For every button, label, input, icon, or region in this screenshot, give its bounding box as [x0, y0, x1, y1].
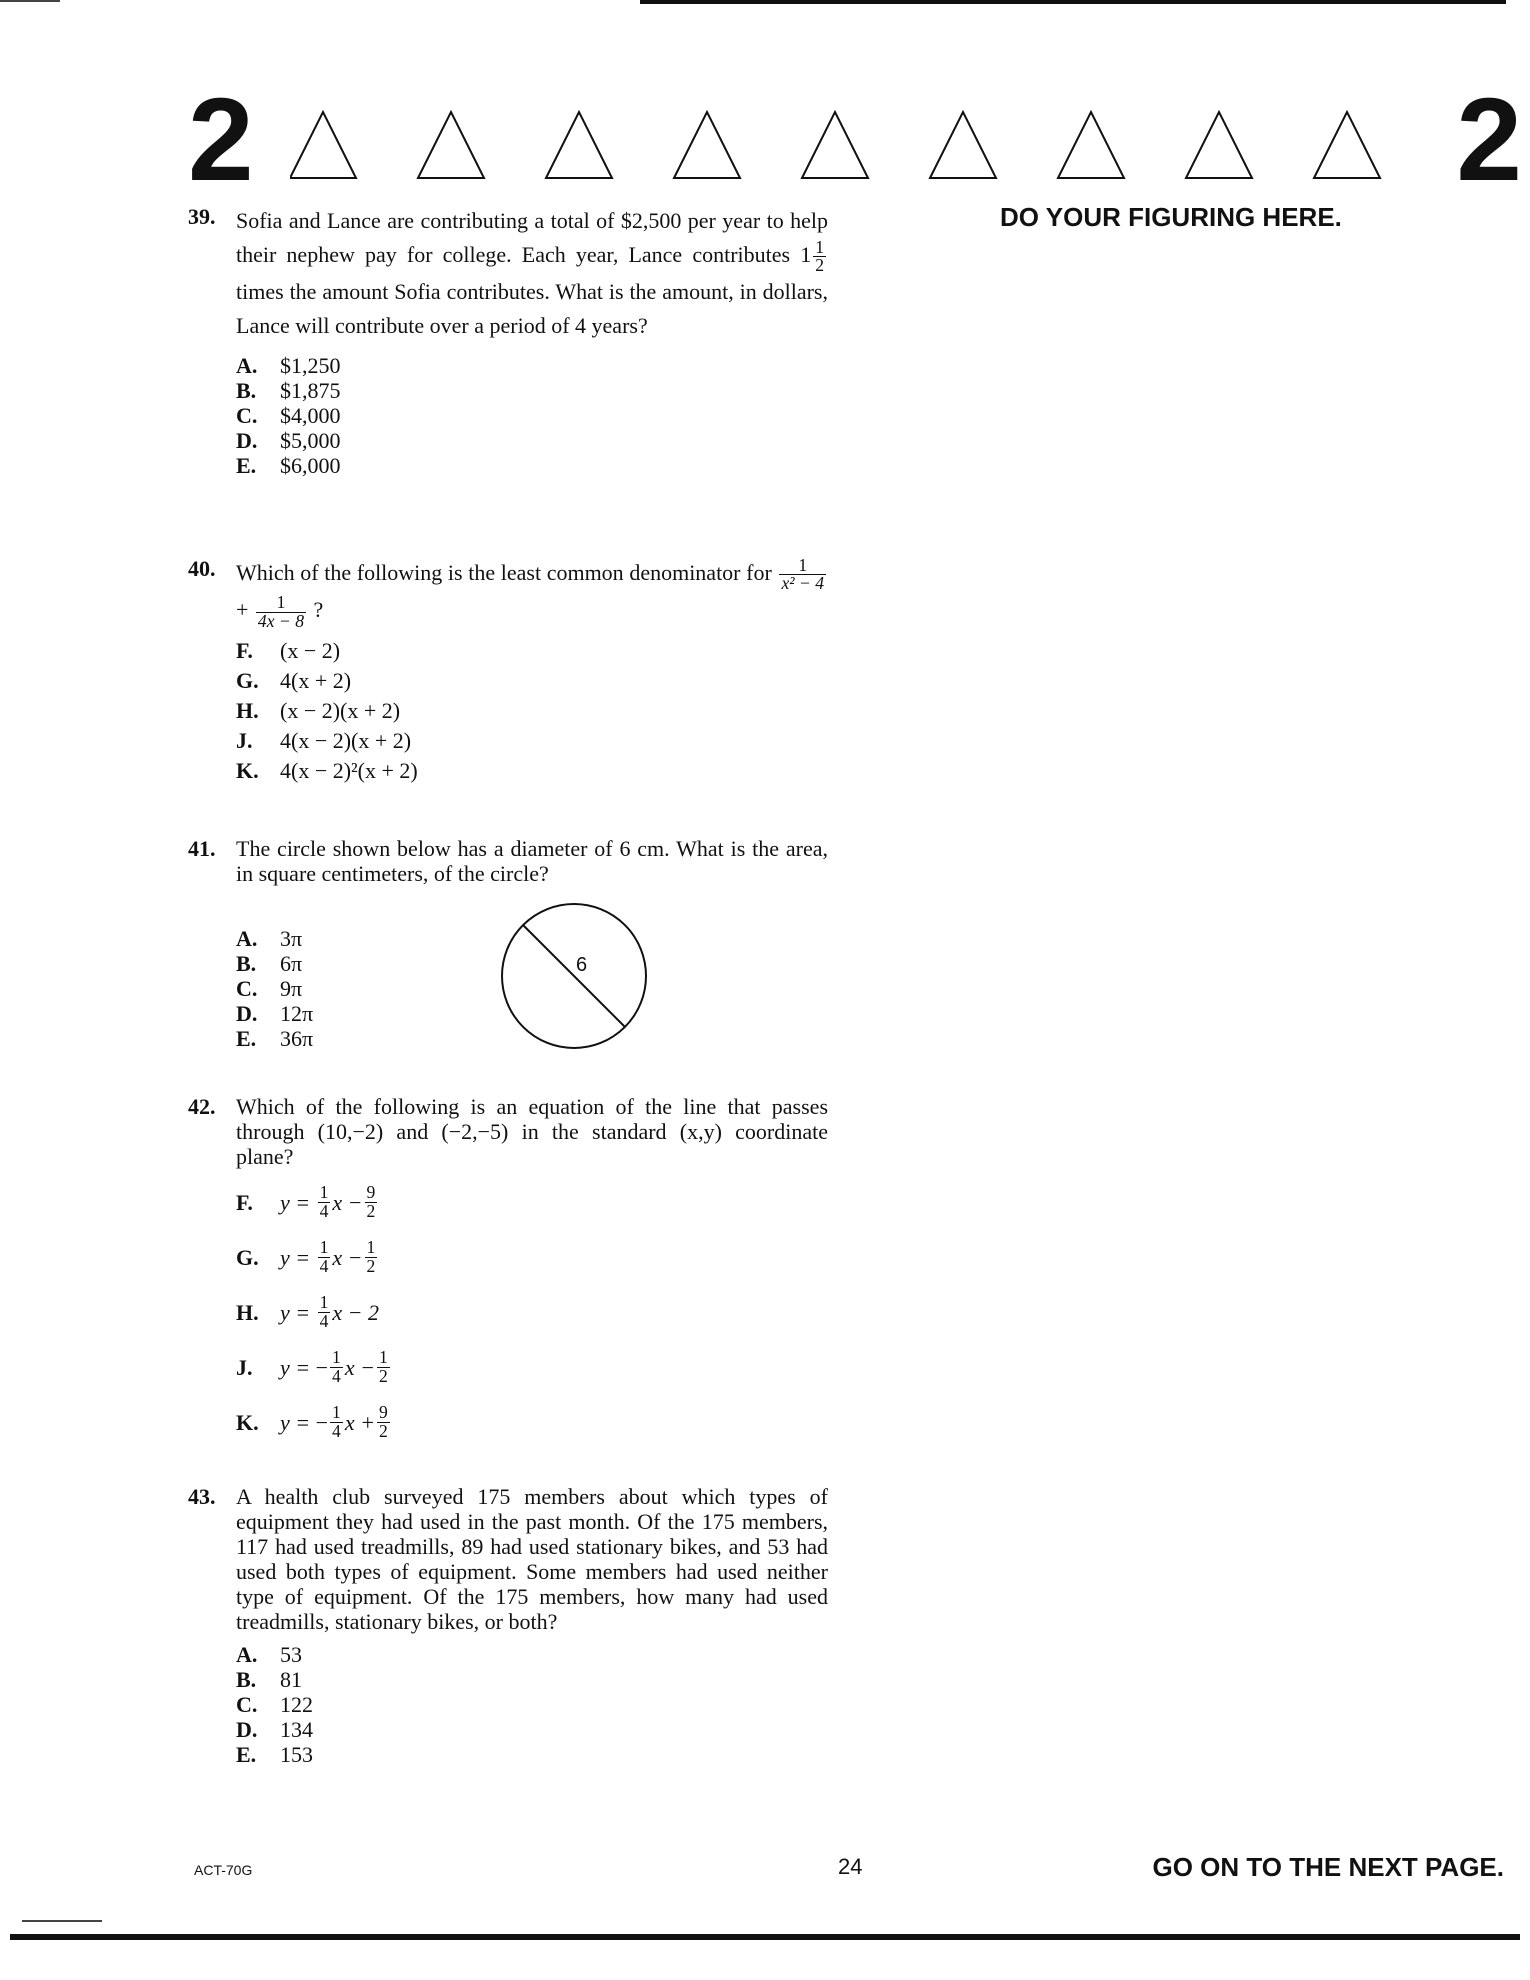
answer-choice[interactable]: F. (x − 2): [236, 638, 341, 664]
answer-choice[interactable]: A. $1,250: [236, 353, 341, 379]
section-header: [188, 74, 1518, 206]
answer-choice[interactable]: E. 36π: [236, 1026, 314, 1051]
top-rule: [640, 0, 1506, 4]
answer-choice[interactable]: A. 53: [236, 1642, 302, 1667]
fraction: $\frac{1}{2}$: [815, 236, 824, 276]
answer-choice[interactable]: C. 122: [236, 1692, 313, 1717]
diameter-line: [523, 925, 625, 1027]
answer-choice[interactable]: A. 3π: [236, 926, 303, 951]
section-number-right: 2: [1456, 74, 1518, 206]
answer-choice[interactable]: J. 4(x − 2)(x + 2): [236, 728, 412, 754]
next-page-instruction: GO ON TO THE NEXT PAGE.: [1152, 1852, 1504, 1882]
question-text: The circle shown below has a diameter of 6 cm. What is the area, in square centimeters, of the circle?: [236, 836, 828, 886]
answer-choice[interactable]: E. 153: [236, 1742, 313, 1767]
answer-choices: [236, 636, 828, 786]
scan-mark: [22, 1920, 102, 1922]
triangle-icon: [674, 112, 740, 178]
triangle-row: [290, 110, 1430, 180]
answer-choice[interactable]: B. $1,875: [236, 378, 341, 404]
question-40: [188, 556, 828, 786]
triangle-icon: [802, 112, 868, 178]
answer-choice[interactable]: D. 12π: [236, 1001, 314, 1026]
triangle-icon: [546, 112, 612, 178]
triangle-icon: [1058, 112, 1124, 178]
bottom-rule: [10, 1934, 1520, 1940]
answer-choice[interactable]: B. 6π: [236, 951, 303, 976]
question-text: Which of the following is the least common denominator for $\frac{1}{\text{x² − 4}}$ + $\frac{1}{4x - 8}$ ?: [236, 554, 824, 631]
question-text: Sofia and Lance are contributing a total of $2,500 per year to help their nephew pay for college. Each year, Lance contributes 1 $\frac{1}{2}$ times the amount Sofia contributes. What is the amount, in dollars, Lance will contribute over a period of 4 years?: [236, 208, 828, 339]
answer-choice[interactable]: K. 4(x − 2)²(x + 2): [236, 758, 418, 784]
triangle-icon: [290, 112, 356, 178]
answer-choice[interactable]: C. 9π: [236, 976, 303, 1001]
diameter-label: 6: [576, 954, 588, 976]
scan-mark: [0, 0, 60, 2]
fraction: $\frac{1}{\text{x² − 4}}$: [781, 554, 824, 594]
question-text: Which of the following is an equation of the line that passes through (10,−2) and (−2,−5) in the standard (x,y) coordinate plane?: [236, 1094, 828, 1169]
answer-choice[interactable]: C. $4,000: [236, 403, 341, 429]
question-number: 39.: [188, 204, 216, 229]
answer-choice[interactable]: F. y = $\frac{1}{4}$ x − $\frac{9}{2}$: [236, 1182, 376, 1221]
answer-choices: [236, 353, 828, 478]
question-42: [188, 1094, 828, 1450]
answer-choice[interactable]: H. y = $\frac{1}{4}$ x − 2: [236, 1292, 380, 1331]
triangle-icon: [1314, 112, 1380, 178]
answer-choices: [236, 1642, 828, 1767]
page-number: 24: [838, 1854, 863, 1879]
triangle-icon: [1186, 112, 1252, 178]
question-39: [188, 204, 828, 478]
answer-choice[interactable]: H. (x − 2)(x + 2): [236, 698, 401, 724]
triangle-icon: [418, 112, 484, 178]
answer-choice[interactable]: D. $5,000: [236, 428, 341, 454]
circle-diagram: [498, 900, 650, 1052]
form-code: ACT-70G: [194, 1862, 253, 1878]
answer-choice[interactable]: G. y = $\frac{1}{4}$ x − $\frac{1}{2}$: [236, 1237, 376, 1276]
answer-choice[interactable]: E. $6,000: [236, 453, 341, 479]
question-number: 41.: [188, 836, 216, 861]
answer-choice[interactable]: G. 4(x + 2): [236, 668, 352, 694]
answer-choice[interactable]: K. y = − $\frac{1}{4}$ x + $\frac{9}{2}$: [236, 1402, 388, 1441]
question-text: A health club surveyed 175 members about which types of equipment they had used in the past month. Of the 175 members, 117 had used treadmills, 89 had used stationary bikes, and 53 had used both types of equipment. Some members had used neither type of equipment. Of the 175 members, how many had used treadmills, stationary bikes, or both?: [236, 1484, 828, 1634]
triangle-icon: [930, 112, 996, 178]
answer-choice[interactable]: J. y = − $\frac{1}{4}$ x − $\frac{1}{2}$: [236, 1347, 388, 1386]
question-number: 42.: [188, 1094, 216, 1119]
section-number-left: 2: [188, 74, 250, 206]
question-number: 40.: [188, 556, 216, 581]
answer-choice[interactable]: B. 81: [236, 1667, 302, 1692]
question-number: 43.: [188, 1484, 216, 1509]
fraction: $\frac{1}{4x - 8}$: [257, 591, 304, 631]
figuring-heading: DO YOUR FIGURING HERE.: [1000, 202, 1342, 232]
answer-choices: [236, 1175, 828, 1450]
answer-choice[interactable]: D. 134: [236, 1717, 313, 1742]
question-43: [188, 1484, 828, 1767]
